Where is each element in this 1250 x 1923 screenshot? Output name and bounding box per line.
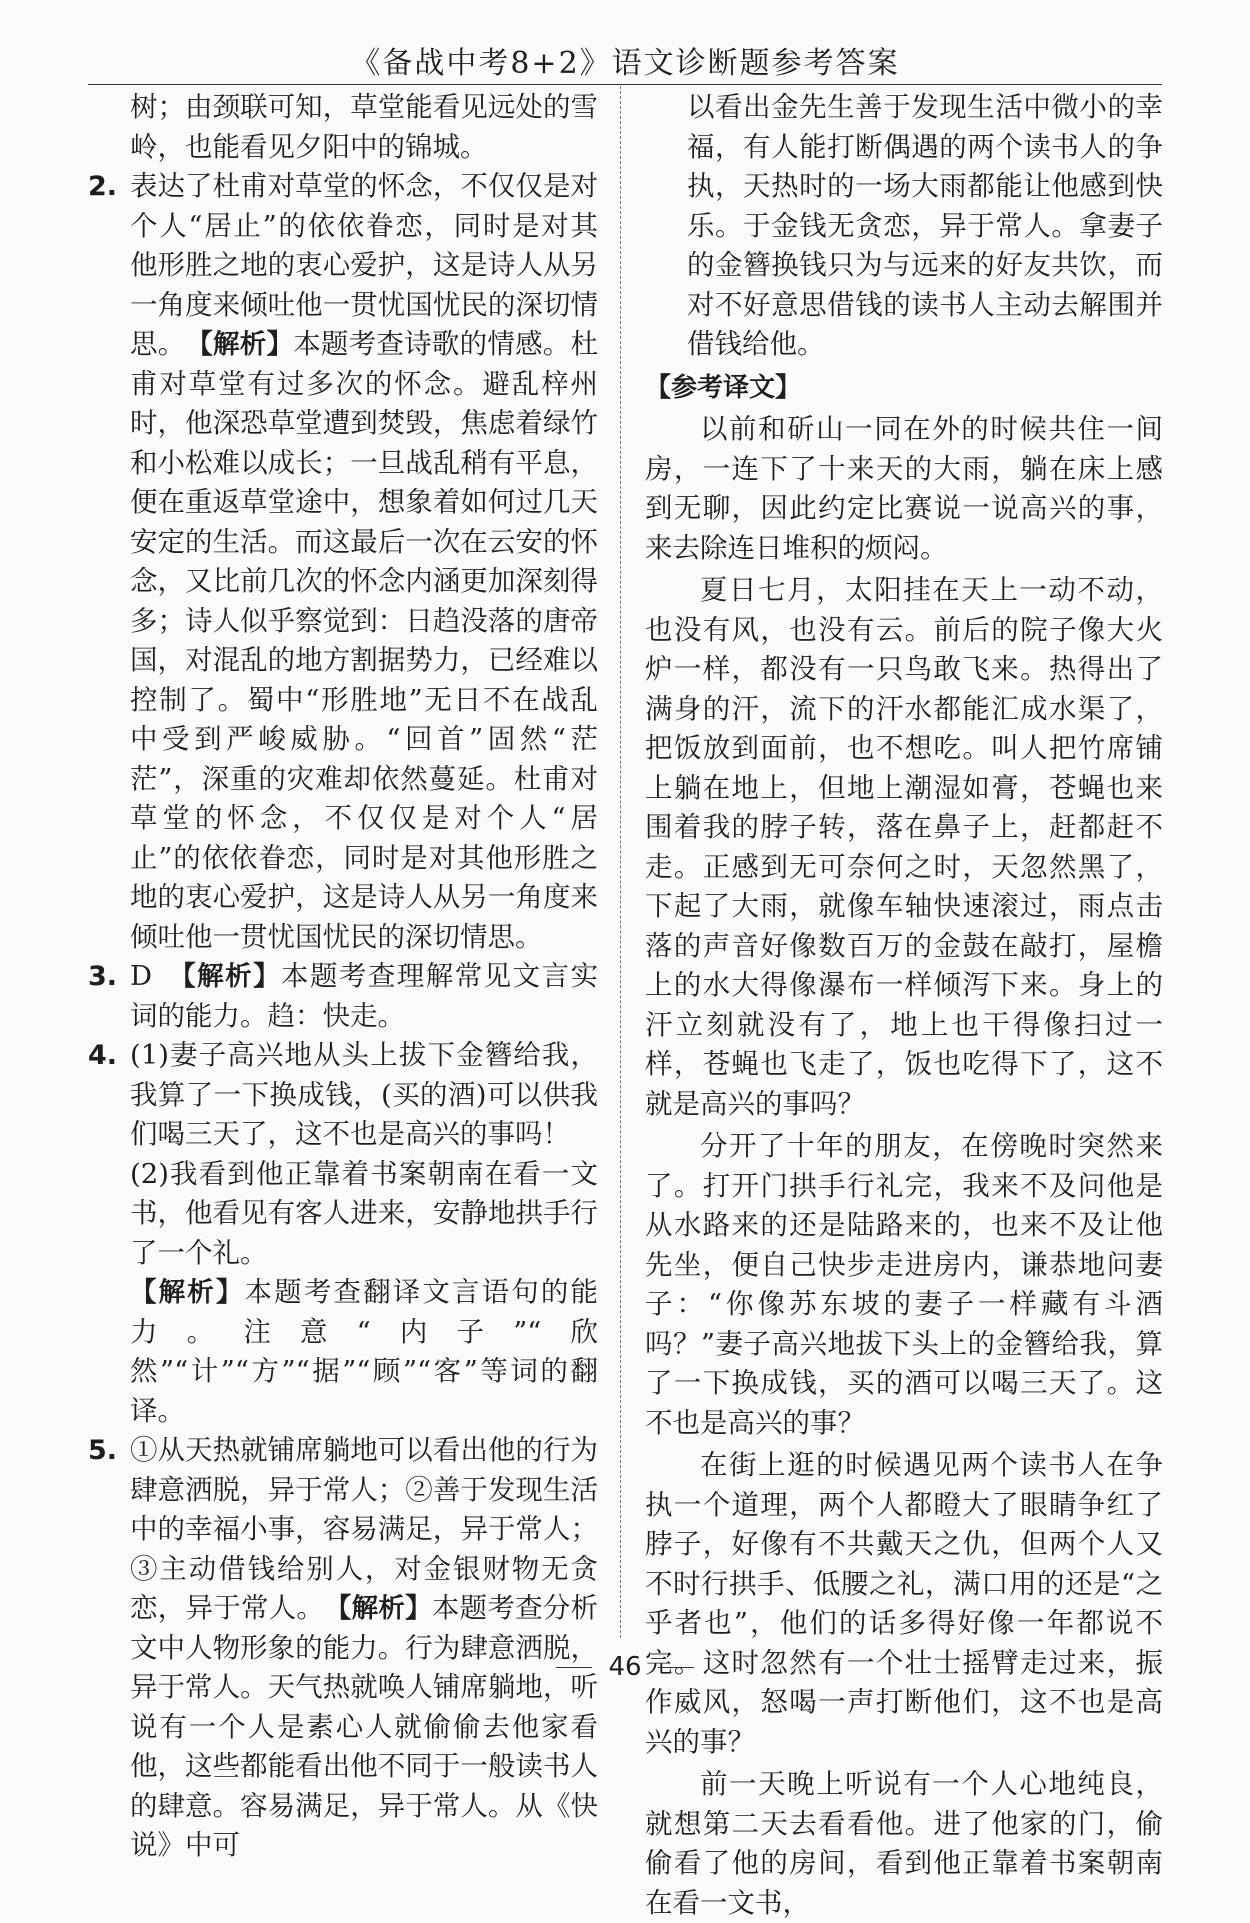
q4-part-1: (1)妻子高兴地从头上拔下金簪给我，我算了一下换成钱，(买的酒)可以供我们喝三天了，这不也是高兴的事吗！ [130, 1039, 598, 1150]
q4-number: 4. [88, 1040, 118, 1071]
q3-number: 3. [88, 961, 118, 992]
page-footer [0, 1652, 1250, 1682]
q5-analysis: 本题考查分析文中人物形象的能力。行为肆意洒脱，异于常人。天气热就唤人铺席躺地，听说有一个人是素心人就偷偷去他家看他，这些都能看出他不同于一般读书人的肆意。容易满足，异于常人。从《快说》中可 [130, 1592, 599, 1861]
column-divider [620, 86, 621, 1638]
footer-dash-left [556, 1667, 592, 1668]
translation-paragraph-2: 夏日七月，太阳挂在天上一动不动，也没有风，也没有云。前后的院子像大火炉一样，都没有一只鸟敢飞来。热得出了满身的汗，流下的汗水都能汇成水渠了，把饭放到面前，也不想吃。叫人把竹席铺上躺在地上，但地上潮湿如膏，苍蝇也来围着我的脖子转，落在鼻子上，赶都赶不走。正感到无可奈何之时，天忽然黑了，下起了大雨，就像车轴快速滚过，雨点击落的声音好像数百万的金鼓在敲打，屋檐上的水大得像瀑布一样倾泻下来。身上的汗立刻就没有了，地上也干得像扫过一样，苍蝇也飞走了，饭也吃得下了，这不就是高兴的事吗？ [645, 574, 1163, 1120]
q3-analysis: 本题考查理解常见文言实词的能力。趋：快走。 [130, 960, 599, 1032]
q3-text [130, 957, 598, 1036]
translation-paragraph-5: 前一天晚上听说有一个人心地纯良，就想第二天去看看他。进了他家的门，偷偷看了他的房间，看到他正靠着书案朝南在看一文书， [645, 1768, 1163, 1919]
q5-continuation: 以看出金先生善于发现生活中微小的幸福，有人能打断偶遇的两个读书人的争执，天热时的一场大雨都能让他感到快乐。于金钱无贪恋，异于常人。拿妻子的金簪换钱只为与远来的好友共饮，而对不好意思借钱的读书人主动去解围并借钱给他。 [687, 91, 1163, 360]
footer-dash-right [658, 1667, 694, 1668]
translation-paragraph-4: 在街上逛的时候遇见两个读书人在争执一个道理，两个人都瞪大了眼睛争红了脖子，好像有不共戴天之仇，但两个人又不时行拱手、低腰之礼，满口用的还是“之乎者也”，他们的话多得好像一年都说不完。这时忽然有一个壮士摇臂走过来，振作威风，怒喝一声打断他们，这不也是高兴的事？ [645, 1449, 1163, 1758]
q4-part-2: (2)我看到他正靠着书案朝南在看一文书，他看见有客人进来，安静地拱手行了一个礼。 [130, 1157, 598, 1269]
q4-analysis-para [130, 1273, 598, 1431]
q5-answer: ①从天热就铺席躺地可以看出他的行为肆意洒脱，异于常人；②善于发现生活中的幸福小事，容易满足，异于常人；③主动借钱给别人，对金银财物无贪恋，异于常人。 [130, 1434, 598, 1624]
q2-text [130, 167, 598, 957]
translation-paragraph-1: 以前和斫山一同在外的时候共住一间房，一连下了十来天的大雨，躺在床上感到无聊，因此约定比赛说一说高兴的事，来去除连日堆积的烦闷。 [645, 413, 1163, 564]
q4-jiexi-tag: 【解析】 [130, 1277, 245, 1308]
question-2 [88, 167, 598, 957]
translation-paragraph-3: 分开了十年的朋友，在傍晚时突然来了。打开门拱手行礼完，我来不及问他是从水路来的还是陆路来的，也来不及让他先坐，便自己快步走进房内，谦恭地问妻子：“你像苏东坡的妻子一样藏有斗酒吗？”妻子高兴地拔下头上的金簪给我，算了一下换成钱，买的酒可以喝三天了。这不也是高兴的事？ [645, 1130, 1163, 1439]
q2-answer: 表达了杜甫对草堂的怀念，不仅仅是对个人“居止”的依依眷恋，同时是对其他形胜之地的衷心爱护，这是诗人从另一角度来倾吐他一贯忧国忧民的深切情思。 [130, 170, 598, 360]
page-header-title: 《备战中考8+2》语文诊断题参考答案 [350, 46, 900, 81]
q3-jiexi-tag: 【解析】 [182, 961, 282, 992]
q4-analysis: 本题考查翻译文言语句的能力。注意“内子”“欣然”“计”“方”“据”“顾”“客”等词的翻译。 [130, 1276, 599, 1427]
page-number: 46 [608, 1652, 642, 1682]
q5-jiexi-tag: 【解析】 [338, 1593, 432, 1624]
translation-heading: 【参考译文】 [645, 372, 802, 403]
header-rule [88, 84, 1162, 85]
q2-analysis: 本题考查诗歌的情感。杜甫对草堂有过多次的怀念。避乱梓州时，他深恐草堂遭到焚毁，焦虑着绿竹和小松难以成长；一旦战乱稍有平息，便在重返草堂途中，想象着如何过几天安定的生活。而这最后一次在云安的怀念，又比前几次的怀念内涵更加深刻得多；诗人似乎察觉到：日趋没落的唐帝国，对混乱的地方割据势力，已经难以控制了。蜀中“形胜地”无日不在战乱中受到严峻威胁。“回首”固然“茫茫”，深重的灾难却依然蔓延。杜甫对草堂的怀念，不仅仅是对个人“居止”的依依眷恋，同时是对其他形胜之地的衷心爱护，这是诗人从另一角度来倾吐他一贯忧国忧民的深切情思。 [130, 328, 599, 953]
question-4 [88, 1036, 598, 1431]
q3-answer: D [130, 960, 153, 992]
question-5 [88, 1431, 598, 1866]
question-3 [88, 957, 598, 1036]
q5-text [130, 1431, 598, 1866]
right-column [645, 88, 1163, 1923]
q1-continuation: 树；由颈联可知，草堂能看见远处的雪岭，也能看见夕阳中的锦城。 [130, 91, 598, 163]
left-column [88, 88, 598, 1866]
q2-jiexi-tag: 【解析】 [199, 329, 294, 360]
q5-number: 5. [88, 1435, 118, 1466]
q2-number: 2. [88, 171, 118, 202]
